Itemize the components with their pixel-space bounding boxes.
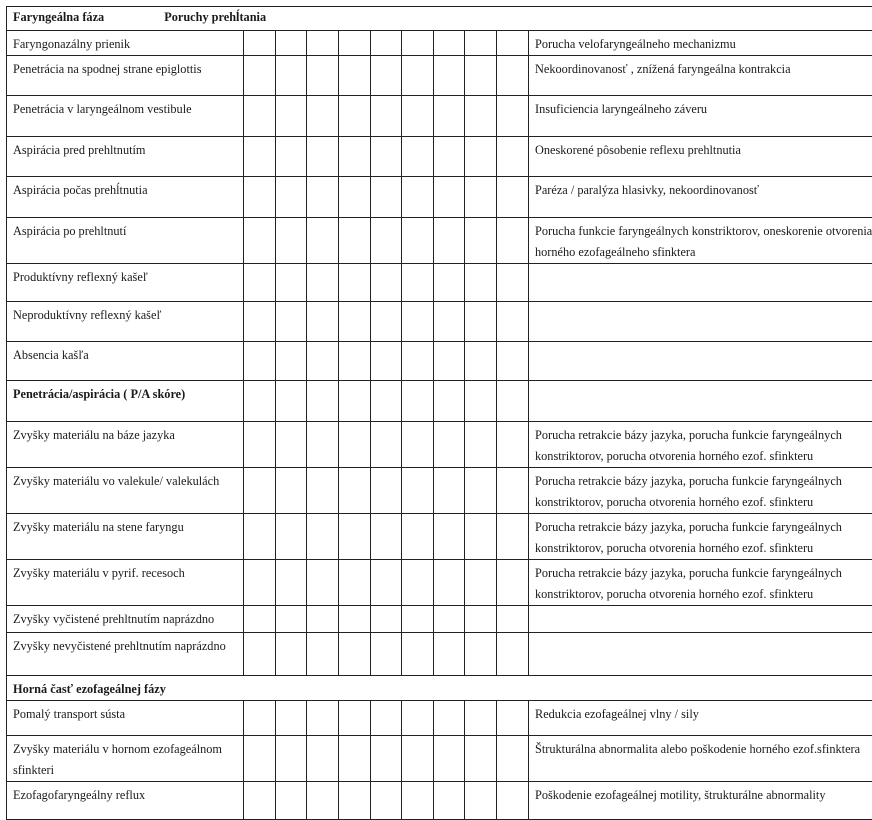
- row-label: Aspirácia pred prehltnutím: [7, 137, 244, 177]
- table-row: [7, 701, 872, 736]
- check-cell[interactable]: [434, 218, 465, 264]
- swallowing-disorders-table: [6, 6, 872, 820]
- check-cell[interactable]: [307, 302, 339, 342]
- check-cell[interactable]: [307, 701, 339, 736]
- check-cell[interactable]: [276, 514, 307, 560]
- check-cell[interactable]: [276, 302, 307, 342]
- check-cell[interactable]: [276, 422, 307, 468]
- check-cell[interactable]: [371, 31, 402, 56]
- check-cell[interactable]: [307, 782, 339, 820]
- check-cell[interactable]: [465, 606, 497, 633]
- table-row: [7, 137, 872, 177]
- check-cell[interactable]: [465, 56, 497, 96]
- row-description: Porucha retrakcie bázy jazyka, porucha funkcie faryngeálnych konstriktorov, porucha otvorenia horného ezof. sfinkteru: [529, 468, 872, 514]
- check-cell[interactable]: [497, 177, 529, 218]
- check-cell[interactable]: [402, 137, 434, 177]
- check-cell[interactable]: [339, 422, 371, 468]
- check-cell[interactable]: [402, 381, 434, 422]
- check-cell[interactable]: [244, 137, 276, 177]
- check-cell[interactable]: [371, 218, 402, 264]
- check-cell[interactable]: [402, 31, 434, 56]
- table-row: [7, 218, 872, 264]
- row-description: [529, 302, 872, 342]
- check-cell[interactable]: [434, 606, 465, 633]
- row-label: Neproduktívny reflexný kašeľ: [7, 302, 244, 342]
- check-cell[interactable]: [244, 468, 276, 514]
- row-description: [529, 264, 872, 302]
- table-row: [7, 31, 872, 56]
- check-cell[interactable]: [339, 782, 371, 820]
- check-cell[interactable]: [465, 422, 497, 468]
- check-cell[interactable]: [244, 302, 276, 342]
- check-cell[interactable]: [307, 560, 339, 606]
- check-cell[interactable]: [244, 633, 276, 676]
- check-cell[interactable]: [402, 302, 434, 342]
- check-cell[interactable]: [276, 381, 307, 422]
- check-cell[interactable]: [497, 264, 529, 302]
- check-cell[interactable]: [307, 56, 339, 96]
- header-row: [7, 7, 872, 31]
- check-cell[interactable]: [402, 177, 434, 218]
- table-row: [7, 302, 872, 342]
- row-label: Zvyšky materiálu v pyrif. recesoch: [7, 560, 244, 606]
- check-cell[interactable]: [276, 137, 307, 177]
- section-row: [7, 676, 872, 701]
- row-description: Porucha retrakcie bázy jazyka, porucha funkcie faryngeálnych konstriktorov, porucha otvorenia horného ezof. sfinkteru: [529, 514, 872, 560]
- table-row: [7, 736, 872, 782]
- row-description: Porucha velofaryngeálneho mechanizmu: [529, 31, 872, 56]
- table-row: [7, 96, 872, 137]
- check-cell[interactable]: [402, 736, 434, 782]
- row-description: Nekoordinovanosť , znížená faryngeálna kontrakcia: [529, 56, 872, 96]
- check-cell[interactable]: [434, 633, 465, 676]
- check-cell[interactable]: [465, 177, 497, 218]
- check-cell[interactable]: [339, 137, 371, 177]
- row-label: Zvyšky nevyčistené prehltnutím naprázdno: [7, 633, 244, 676]
- check-cell[interactable]: [244, 96, 276, 137]
- check-cell[interactable]: [497, 96, 529, 137]
- check-cell[interactable]: [497, 560, 529, 606]
- check-cell[interactable]: [465, 736, 497, 782]
- check-cell[interactable]: [244, 31, 276, 56]
- check-cell[interactable]: [276, 736, 307, 782]
- check-cell[interactable]: [465, 514, 497, 560]
- check-cell[interactable]: [307, 177, 339, 218]
- check-cell[interactable]: [339, 468, 371, 514]
- check-cell[interactable]: [307, 633, 339, 676]
- check-cell[interactable]: [307, 264, 339, 302]
- table-row: [7, 177, 872, 218]
- row-label: Zvyšky materiálu na báze jazyka: [7, 422, 244, 468]
- check-cell[interactable]: [497, 56, 529, 96]
- check-cell[interactable]: [497, 218, 529, 264]
- check-cell[interactable]: [434, 342, 465, 381]
- section-heading: Penetrácia/aspirácia ( P/A skóre): [7, 381, 244, 422]
- check-cell[interactable]: [434, 137, 465, 177]
- check-cell[interactable]: [497, 701, 529, 736]
- check-cell[interactable]: [339, 736, 371, 782]
- check-cell[interactable]: [497, 302, 529, 342]
- check-cell[interactable]: [307, 736, 339, 782]
- table-row: [7, 633, 872, 676]
- check-cell[interactable]: [371, 633, 402, 676]
- check-cell[interactable]: [276, 782, 307, 820]
- header-cell: [7, 7, 872, 31]
- check-cell[interactable]: [307, 468, 339, 514]
- check-cell[interactable]: [497, 736, 529, 782]
- check-cell[interactable]: [465, 137, 497, 177]
- check-cell[interactable]: [339, 177, 371, 218]
- row-label: Aspirácia počas prehĺtnutia: [7, 177, 244, 218]
- check-cell[interactable]: [465, 264, 497, 302]
- check-cell[interactable]: [434, 701, 465, 736]
- check-cell[interactable]: [465, 782, 497, 820]
- check-cell[interactable]: [434, 96, 465, 137]
- check-cell[interactable]: [339, 264, 371, 302]
- table-row: [7, 782, 872, 820]
- check-cell[interactable]: [276, 264, 307, 302]
- check-cell[interactable]: [497, 422, 529, 468]
- check-cell[interactable]: [434, 264, 465, 302]
- check-cell[interactable]: [371, 137, 402, 177]
- check-cell[interactable]: [307, 96, 339, 137]
- check-cell[interactable]: [244, 342, 276, 381]
- table-body: [7, 7, 872, 820]
- check-cell[interactable]: [244, 514, 276, 560]
- check-cell[interactable]: [244, 560, 276, 606]
- check-cell[interactable]: [339, 96, 371, 137]
- check-cell[interactable]: [371, 782, 402, 820]
- check-cell[interactable]: [276, 342, 307, 381]
- check-cell[interactable]: [402, 782, 434, 820]
- table-row: [7, 422, 872, 468]
- check-cell[interactable]: [339, 560, 371, 606]
- check-cell[interactable]: [371, 264, 402, 302]
- check-cell[interactable]: [244, 177, 276, 218]
- row-description: [529, 633, 872, 676]
- table-row: [7, 342, 872, 381]
- check-cell[interactable]: [244, 606, 276, 633]
- row-label: Zvyšky materiálu v hornom ezofageálnom sfinkteri: [7, 736, 244, 782]
- check-cell[interactable]: [276, 468, 307, 514]
- check-cell[interactable]: [465, 218, 497, 264]
- check-cell[interactable]: [434, 381, 465, 422]
- row-description: Porucha funkcie faryngeálnych konstriktorov, oneskorenie otvorenia horného ezofageálneho sfinktera: [529, 218, 872, 264]
- row-label: Produktívny reflexný kašeľ: [7, 264, 244, 302]
- check-cell[interactable]: [402, 606, 434, 633]
- row-label: Penetrácia na spodnej strane epiglottis: [7, 56, 244, 96]
- check-cell[interactable]: [497, 468, 529, 514]
- check-cell[interactable]: [339, 31, 371, 56]
- check-cell[interactable]: [497, 514, 529, 560]
- check-cell[interactable]: [371, 96, 402, 137]
- row-label: Penetrácia v laryngeálnom vestibule: [7, 96, 244, 137]
- check-cell[interactable]: [276, 56, 307, 96]
- check-cell[interactable]: [497, 381, 529, 422]
- check-cell[interactable]: [244, 264, 276, 302]
- check-cell[interactable]: [497, 137, 529, 177]
- check-cell[interactable]: [402, 701, 434, 736]
- check-cell[interactable]: [434, 177, 465, 218]
- check-cell[interactable]: [307, 218, 339, 264]
- check-cell[interactable]: [465, 381, 497, 422]
- row-description: Oneskorené pôsobenie reflexu prehltnutia: [529, 137, 872, 177]
- check-cell[interactable]: [307, 342, 339, 381]
- check-cell[interactable]: [497, 633, 529, 676]
- check-cell[interactable]: [339, 701, 371, 736]
- check-cell[interactable]: [307, 606, 339, 633]
- check-cell[interactable]: [371, 606, 402, 633]
- check-cell[interactable]: [402, 514, 434, 560]
- check-cell[interactable]: [497, 342, 529, 381]
- row-description: Paréza / paralýza hlasivky, nekoordinovanosť: [529, 177, 872, 218]
- check-cell[interactable]: [465, 302, 497, 342]
- row-description: [529, 381, 872, 422]
- check-cell[interactable]: [434, 736, 465, 782]
- check-cell[interactable]: [434, 302, 465, 342]
- row-label: Ezofagofaryngeálny reflux: [7, 782, 244, 820]
- check-cell[interactable]: [244, 218, 276, 264]
- row-description: Porucha retrakcie bázy jazyka, porucha funkcie faryngeálnych konstriktorov, porucha otvorenia horného ezof. sfinkteru: [529, 560, 872, 606]
- check-cell[interactable]: [434, 560, 465, 606]
- check-cell[interactable]: [371, 701, 402, 736]
- check-cell[interactable]: [244, 381, 276, 422]
- check-cell[interactable]: [465, 342, 497, 381]
- check-cell[interactable]: [434, 514, 465, 560]
- check-cell[interactable]: [434, 422, 465, 468]
- check-cell[interactable]: [339, 302, 371, 342]
- row-label: Zvyšky materiálu na stene faryngu: [7, 514, 244, 560]
- check-cell[interactable]: [402, 218, 434, 264]
- check-cell[interactable]: [276, 701, 307, 736]
- check-cell[interactable]: [402, 264, 434, 302]
- row-description: Insuficiencia laryngeálneho záveru: [529, 96, 872, 137]
- check-cell[interactable]: [402, 468, 434, 514]
- check-cell[interactable]: [371, 560, 402, 606]
- check-cell[interactable]: [465, 560, 497, 606]
- check-cell[interactable]: [465, 96, 497, 137]
- check-cell[interactable]: [371, 342, 402, 381]
- check-cell[interactable]: [371, 381, 402, 422]
- row-label: Aspirácia po prehltnutí: [7, 218, 244, 264]
- check-cell[interactable]: [339, 633, 371, 676]
- table-row: [7, 264, 872, 302]
- check-cell[interactable]: [244, 736, 276, 782]
- check-cell[interactable]: [402, 560, 434, 606]
- check-cell[interactable]: [465, 633, 497, 676]
- check-cell[interactable]: [339, 56, 371, 96]
- check-cell[interactable]: [371, 302, 402, 342]
- check-cell[interactable]: [402, 342, 434, 381]
- check-cell[interactable]: [307, 422, 339, 468]
- row-description: Poškodenie ezofageálnej motility, štrukturálne abnormality: [529, 782, 872, 820]
- check-cell[interactable]: [402, 633, 434, 676]
- check-cell[interactable]: [434, 782, 465, 820]
- check-cell[interactable]: [307, 31, 339, 56]
- row-label: Faryngonazálny prienik: [7, 31, 244, 56]
- check-cell[interactable]: [339, 342, 371, 381]
- row-label: Pomalý transport sústa: [7, 701, 244, 736]
- check-cell[interactable]: [465, 31, 497, 56]
- table-row: [7, 560, 872, 606]
- table-row: [7, 468, 872, 514]
- check-cell[interactable]: [307, 137, 339, 177]
- section-row: [7, 381, 872, 422]
- check-cell[interactable]: [276, 633, 307, 676]
- check-cell[interactable]: [244, 56, 276, 96]
- check-cell[interactable]: [339, 514, 371, 560]
- row-description: [529, 342, 872, 381]
- check-cell[interactable]: [244, 782, 276, 820]
- check-cell[interactable]: [307, 381, 339, 422]
- check-cell[interactable]: [276, 560, 307, 606]
- row-description: Porucha retrakcie bázy jazyka, porucha funkcie faryngeálnych konstriktorov, porucha otvorenia horného ezof. sfinkteru: [529, 422, 872, 468]
- check-cell[interactable]: [497, 606, 529, 633]
- check-cell[interactable]: [276, 96, 307, 137]
- table-row: [7, 514, 872, 560]
- check-cell[interactable]: [371, 422, 402, 468]
- check-cell[interactable]: [339, 381, 371, 422]
- check-cell[interactable]: [402, 422, 434, 468]
- check-cell[interactable]: [276, 606, 307, 633]
- check-cell[interactable]: [276, 31, 307, 56]
- check-cell[interactable]: [465, 701, 497, 736]
- check-cell[interactable]: [371, 56, 402, 96]
- check-cell[interactable]: [371, 736, 402, 782]
- check-cell[interactable]: [339, 606, 371, 633]
- table-row: [7, 56, 872, 96]
- check-cell[interactable]: [244, 422, 276, 468]
- check-cell[interactable]: [497, 31, 529, 56]
- check-cell[interactable]: [371, 468, 402, 514]
- check-cell[interactable]: [434, 56, 465, 96]
- row-label: Absencia kašľa: [7, 342, 244, 381]
- row-description: Štrukturálna abnormalita alebo poškodenie horného ezof.sfinktera: [529, 736, 872, 782]
- check-cell[interactable]: [307, 514, 339, 560]
- check-cell[interactable]: [371, 514, 402, 560]
- check-cell[interactable]: [465, 468, 497, 514]
- check-cell[interactable]: [276, 218, 307, 264]
- check-cell[interactable]: [244, 701, 276, 736]
- check-cell[interactable]: [402, 56, 434, 96]
- table-title: Poruchy prehĺtania: [164, 7, 266, 28]
- section-heading: Horná časť ezofageálnej fázy: [7, 676, 872, 701]
- row-label: Zvyšky vyčistené prehltnutím naprázdno: [7, 606, 244, 633]
- check-cell[interactable]: [276, 177, 307, 218]
- check-cell[interactable]: [497, 782, 529, 820]
- table-row: [7, 606, 872, 633]
- check-cell[interactable]: [371, 177, 402, 218]
- check-cell[interactable]: [339, 218, 371, 264]
- check-cell[interactable]: [402, 96, 434, 137]
- phase-heading: Faryngeálna fáza: [13, 10, 104, 24]
- check-cell[interactable]: [434, 31, 465, 56]
- row-description: Redukcia ezofageálnej vlny / sily: [529, 701, 872, 736]
- check-cell[interactable]: [434, 468, 465, 514]
- row-description: [529, 606, 872, 633]
- row-label: Zvyšky materiálu vo valekule/ valekulách: [7, 468, 244, 514]
